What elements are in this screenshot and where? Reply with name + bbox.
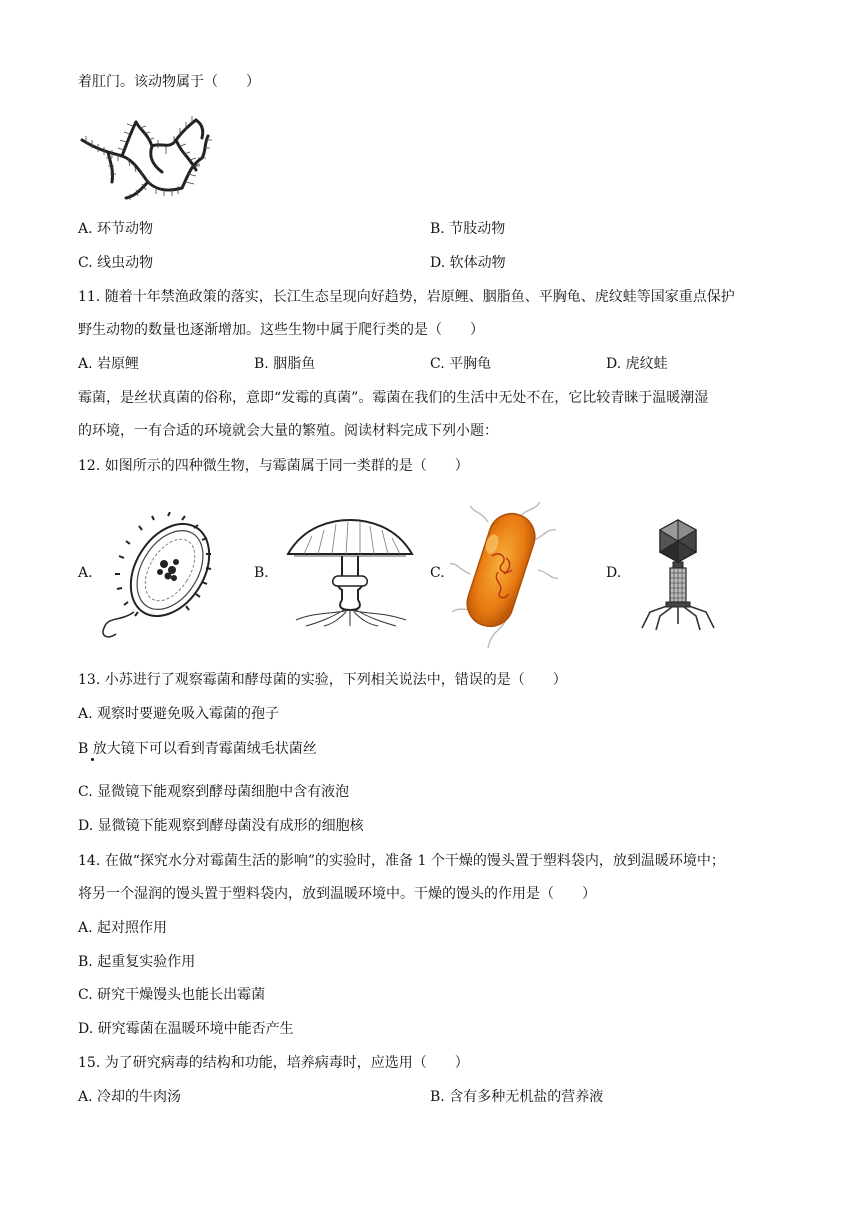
rod-bacterium-icon [448, 500, 560, 650]
q15-stem: 15. 为了研究病毒的结构和功能，培养病毒时，应选用（ ） [78, 1055, 469, 1071]
q12-label-c[interactable]: C. [430, 565, 445, 581]
bacteriophage-icon [636, 516, 720, 632]
q13-option-b[interactable]: B 放大镜下可以看到青霉菌绒毛状菌丝 [78, 741, 317, 757]
q11-option-a[interactable]: A. 岩原鲤 [78, 356, 140, 372]
q10-option-d[interactable]: D. 软体动物 [430, 255, 506, 271]
q13-option-c[interactable]: C. 显微镜下能观察到酵母菌细胞中含有液泡 [78, 784, 350, 800]
q14-option-b[interactable]: B. 起重复实验作用 [78, 954, 196, 970]
q13-option-a[interactable]: A. 观察时要避免吸入霉菌的孢子 [78, 706, 280, 722]
q12-label-a[interactable]: A. [78, 565, 93, 581]
q14-stem-line2: 将另一个湿润的馒头置于塑料袋内，放到温暖环境中。干燥的馒头的作用是（ ） [78, 886, 596, 902]
q12-label-b[interactable]: B. [254, 565, 269, 581]
q15-option-a[interactable]: A. 冷却的牛肉汤 [78, 1089, 182, 1105]
worm-illustration-icon [78, 110, 213, 202]
q11-stem-line2: 野生动物的数量也逐渐增加。这些生物中属于爬行类的是（ ） [78, 322, 484, 338]
q14-option-d[interactable]: D. 研究霉菌在温暖环境中能否产生 [78, 1021, 294, 1037]
q13-stem: 13. 小苏进行了观察霉菌和酵母菌的实验，下列相关说法中，错误的是（ ） [78, 672, 567, 688]
q15-option-b[interactable]: B. 含有多种无机盐的营养液 [430, 1089, 604, 1105]
material-line1: 霉菌，是丝状真菌的俗称，意即“发霉的真菌”。霉菌在我们的生活中无处不在，它比较青睐于温暖潮湿 [78, 390, 709, 406]
q11-option-d[interactable]: D. 虎纹蛙 [606, 356, 668, 372]
q11-option-c[interactable]: C. 平胸龟 [430, 356, 492, 372]
q13-option-d[interactable]: D. 显微镜下能观察到酵母菌没有成形的细胞核 [78, 818, 364, 834]
bacterium-icon [98, 512, 238, 642]
mushroom-icon [284, 516, 416, 628]
q14-stem-line1: 14. 在做“探究水分对霉菌生活的影响”的实验时，准备 1 个干燥的馒头置于塑料袋内，放到温暖环境中； [78, 853, 725, 869]
q11-option-b[interactable]: B. 胭脂鱼 [254, 356, 316, 372]
q10-option-a[interactable]: A. 环节动物 [78, 221, 154, 237]
q10-stem-tail: 着肛门。该动物属于（ ） [78, 74, 260, 90]
q11-stem-line1: 11. 随着十年禁渔政策的落实，长江生态呈现向好趋势，岩原鲤、胭脂鱼、平胸龟、虎纹蛙等国家重点保护 [78, 289, 735, 305]
q10-option-c[interactable]: C. 线虫动物 [78, 255, 154, 271]
q12-stem: 12. 如图所示的四种微生物，与霉菌属于同一类群的是（ ） [78, 458, 469, 474]
q14-option-a[interactable]: A. 起对照作用 [78, 920, 168, 936]
q10-option-b[interactable]: B. 节肢动物 [430, 221, 506, 237]
q12-label-d[interactable]: D. [606, 565, 622, 581]
stray-dot [91, 758, 94, 761]
q14-option-c[interactable]: C. 研究干燥馒头也能长出霉菌 [78, 987, 266, 1003]
material-line2: 的环境，一有合适的环境就会大量的繁殖。阅读材料完成下列小题： [78, 423, 498, 439]
